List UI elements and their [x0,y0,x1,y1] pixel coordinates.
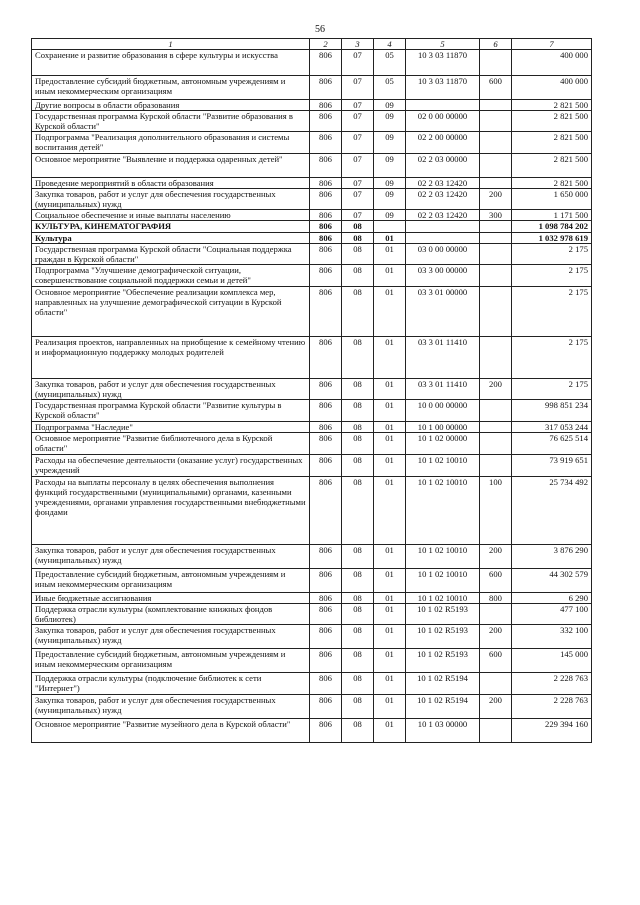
row-code-4: 01 [374,455,406,477]
row-code-4: 01 [374,233,406,244]
row-code-2: 806 [310,604,342,625]
row-name: Основное мероприятие "Развитие музейного дела в Курской области" [32,719,310,743]
table-row [32,76,592,100]
row-name: Закупка товаров, работ и услуг для обеспечения государственных (муниципальных) нужд [32,545,310,569]
row-code-6: 200 [480,695,512,719]
row-code-5: 10 1 02 10010 [406,477,480,545]
row-name: Сохранение и развитие образования в сфере культуры и искусства [32,50,310,76]
table-row [32,719,592,743]
table-row [32,433,592,455]
column-header: 1 [32,39,310,50]
row-code-6: 600 [480,569,512,593]
row-code-5: 10 1 02 10010 [406,593,480,604]
row-amount: 2 175 [512,379,592,400]
table-row [32,593,592,604]
row-name: Расходы на обеспечение деятельности (оказание услуг) государственных учреждений [32,455,310,477]
row-code-5: 10 1 02 10010 [406,545,480,569]
row-code-4: 01 [374,287,406,337]
row-code-6: 300 [480,210,512,221]
row-code-6 [480,455,512,477]
row-amount: 44 302 579 [512,569,592,593]
row-code-5: 10 1 02 R5194 [406,695,480,719]
row-name: Предоставление субсидий бюджетным, автономным учреждениям и иным некоммерческим организациям [32,649,310,673]
row-code-5: 10 3 03 11870 [406,50,480,76]
row-name: Расходы на выплаты персоналу в целях обеспечения выполнения функций государственными (муниципальными) органами, казенными учреждениями, органами управления государственными внебюджетными фондами [32,477,310,545]
table-row [32,233,592,244]
row-code-5: 03 3 01 11410 [406,379,480,400]
row-name: Государственная программа Курской области "Развитие культуры в Курской области" [32,400,310,422]
row-code-5: 03 3 01 11410 [406,337,480,379]
row-code-5: 10 1 02 10010 [406,455,480,477]
row-name: Закупка товаров, работ и услуг для обеспечения государственных (муниципальных) нужд [32,695,310,719]
row-code-3: 07 [342,132,374,154]
row-name: Проведение мероприятий в области образования [32,178,310,189]
row-code-2: 806 [310,719,342,743]
row-code-2: 806 [310,221,342,233]
row-code-4: 09 [374,100,406,111]
row-code-2: 806 [310,233,342,244]
row-name: Культура [32,233,310,244]
table-row [32,477,592,545]
row-amount: 76 625 514 [512,433,592,455]
row-code-3: 08 [342,379,374,400]
row-amount: 1 032 978 619 [512,233,592,244]
row-amount: 3 876 290 [512,545,592,569]
row-code-5: 10 1 00 00000 [406,422,480,433]
row-code-2: 806 [310,649,342,673]
row-code-6 [480,433,512,455]
row-code-6 [480,422,512,433]
row-code-5 [406,221,480,233]
row-code-4: 01 [374,477,406,545]
row-code-6: 600 [480,649,512,673]
row-code-6 [480,287,512,337]
row-code-3: 08 [342,433,374,455]
row-name: Основное мероприятие "Обеспечение реализации комплекса мер, направленных на улучшение демографической ситуации в Курской области" [32,287,310,337]
row-code-4: 01 [374,400,406,422]
row-code-3: 07 [342,189,374,210]
row-code-5: 10 1 02 R5193 [406,604,480,625]
row-amount: 998 851 234 [512,400,592,422]
table-row [32,132,592,154]
table-row [32,649,592,673]
row-amount: 2 175 [512,265,592,287]
row-code-5: 02 0 00 00000 [406,111,480,132]
row-name: Закупка товаров, работ и услуг для обеспечения государственных (муниципальных) нужд [32,625,310,649]
row-name: Подпрограмма "Наследие" [32,422,310,433]
row-code-3: 07 [342,76,374,100]
row-code-2: 806 [310,111,342,132]
table-row [32,625,592,649]
row-name: Социальное обеспечение и иные выплаты населению [32,210,310,221]
table-row [32,178,592,189]
row-code-3: 08 [342,545,374,569]
row-amount: 145 000 [512,649,592,673]
row-code-4: 01 [374,649,406,673]
row-code-3: 08 [342,625,374,649]
row-code-6 [480,221,512,233]
column-header: 2 [310,39,342,50]
row-code-5: 10 1 02 R5194 [406,673,480,695]
row-code-2: 806 [310,287,342,337]
row-code-2: 806 [310,178,342,189]
row-code-4: 01 [374,422,406,433]
column-header: 4 [374,39,406,50]
row-code-5: 10 1 02 00000 [406,433,480,455]
row-code-5: 10 1 02 10010 [406,569,480,593]
row-code-2: 806 [310,569,342,593]
row-code-4: 01 [374,265,406,287]
row-code-5 [406,100,480,111]
row-code-6: 200 [480,545,512,569]
row-code-6 [480,233,512,244]
row-code-4: 01 [374,719,406,743]
row-amount: 2 228 763 [512,673,592,695]
row-code-4: 05 [374,76,406,100]
row-code-2: 806 [310,244,342,265]
row-code-6 [480,337,512,379]
row-name: Государственная программа Курской области "Социальная поддержка граждан в Курской области" [32,244,310,265]
row-code-4: 01 [374,593,406,604]
row-code-2: 806 [310,695,342,719]
row-code-3: 08 [342,244,374,265]
table-row [32,244,592,265]
row-code-6: 600 [480,76,512,100]
row-code-3: 07 [342,50,374,76]
row-name: Закупка товаров, работ и услуг для обеспечения государственных (муниципальных) нужд [32,379,310,400]
row-name: КУЛЬТУРА, КИНЕМАТОГРАФИЯ [32,221,310,233]
row-code-4: 01 [374,604,406,625]
row-name: Поддержка отрасли культуры (подключение библиотек к сети "Интернет") [32,673,310,695]
row-code-4: 01 [374,625,406,649]
row-code-5: 02 2 03 12420 [406,189,480,210]
row-amount: 1 098 784 202 [512,221,592,233]
row-code-5: 03 3 01 00000 [406,287,480,337]
column-header: 3 [342,39,374,50]
table-row [32,455,592,477]
row-code-5: 10 1 02 R5193 [406,649,480,673]
row-code-2: 806 [310,337,342,379]
table-row [32,569,592,593]
row-code-3: 08 [342,455,374,477]
row-code-4: 01 [374,379,406,400]
row-amount: 2 821 500 [512,132,592,154]
table-row [32,604,592,625]
table-row [32,265,592,287]
row-code-4: 09 [374,210,406,221]
row-code-4: 01 [374,569,406,593]
table-row [32,379,592,400]
row-code-4: 01 [374,695,406,719]
row-name: Подпрограмма "Реализация дополнительного образования и системы воспитания детей" [32,132,310,154]
row-code-6 [480,178,512,189]
row-code-2: 806 [310,422,342,433]
row-amount: 400 000 [512,76,592,100]
row-name: Предоставление субсидий бюджетным, автономным учреждениям и иным некоммерческим организациям [32,76,310,100]
row-code-6: 800 [480,593,512,604]
row-code-6 [480,604,512,625]
row-amount: 2 175 [512,244,592,265]
row-code-3: 08 [342,719,374,743]
row-code-4: 05 [374,50,406,76]
column-header: 6 [480,39,512,50]
row-code-4: 01 [374,337,406,379]
row-code-2: 806 [310,593,342,604]
row-code-6 [480,673,512,695]
row-code-2: 806 [310,673,342,695]
table-row [32,111,592,132]
table-row [32,545,592,569]
row-amount: 25 734 492 [512,477,592,545]
row-code-2: 806 [310,100,342,111]
row-code-2: 806 [310,625,342,649]
row-code-5: 02 2 03 00000 [406,154,480,178]
row-code-2: 806 [310,76,342,100]
row-code-4: 09 [374,178,406,189]
row-code-6 [480,50,512,76]
table-row [32,337,592,379]
row-code-4: 09 [374,154,406,178]
row-code-2: 806 [310,154,342,178]
table-row [32,287,592,337]
row-code-5: 03 0 00 00000 [406,244,480,265]
row-code-3: 08 [342,604,374,625]
row-amount: 2 821 500 [512,178,592,189]
table-row [32,695,592,719]
row-name: Реализация проектов, направленных на приобщение к семейному чтению и информационную поддержку молодых родителей [32,337,310,379]
row-code-3: 07 [342,210,374,221]
table-row [32,189,592,210]
row-code-2: 806 [310,189,342,210]
row-code-5: 10 0 00 00000 [406,400,480,422]
row-code-5: 03 3 00 00000 [406,265,480,287]
row-amount: 2 175 [512,337,592,379]
row-code-5 [406,233,480,244]
row-code-6 [480,265,512,287]
header-row [32,39,592,50]
table-row [32,154,592,178]
row-amount: 229 394 160 [512,719,592,743]
row-code-2: 806 [310,132,342,154]
row-code-4: 01 [374,545,406,569]
row-code-3: 07 [342,111,374,132]
table-row [32,400,592,422]
row-code-6: 200 [480,189,512,210]
row-amount: 1 171 500 [512,210,592,221]
row-code-3: 08 [342,695,374,719]
row-amount: 2 821 500 [512,100,592,111]
column-header: 5 [406,39,480,50]
row-code-2: 806 [310,455,342,477]
row-code-4: 01 [374,433,406,455]
row-amount: 477 100 [512,604,592,625]
row-code-4: 09 [374,189,406,210]
row-code-3: 08 [342,400,374,422]
row-code-3: 08 [342,673,374,695]
row-code-6 [480,111,512,132]
row-name: Основное мероприятие "Выявление и поддержка одаренных детей" [32,154,310,178]
table-row [32,50,592,76]
row-code-6 [480,154,512,178]
row-code-2: 806 [310,265,342,287]
row-code-6 [480,400,512,422]
row-code-2: 806 [310,50,342,76]
row-code-6 [480,100,512,111]
row-code-2: 806 [310,433,342,455]
row-code-6 [480,132,512,154]
table-row [32,100,592,111]
row-code-5: 10 1 02 R5193 [406,625,480,649]
row-amount: 6 290 [512,593,592,604]
row-amount: 1 650 000 [512,189,592,210]
row-code-3: 08 [342,422,374,433]
row-code-3: 08 [342,649,374,673]
row-code-6: 100 [480,477,512,545]
row-code-3: 08 [342,287,374,337]
table-row [32,673,592,695]
row-name: Иные бюджетные ассигнования [32,593,310,604]
row-name: Другие вопросы в области образования [32,100,310,111]
row-amount: 2 228 763 [512,695,592,719]
row-amount: 2 821 500 [512,111,592,132]
row-name: Закупка товаров, работ и услуг для обеспечения государственных (муниципальных) нужд [32,189,310,210]
row-name: Основное мероприятие "Развитие библиотечного дела в Курской области" [32,433,310,455]
row-name: Государственная программа Курской области "Развитие образования в Курской области" [32,111,310,132]
row-code-2: 806 [310,210,342,221]
row-code-4: 09 [374,132,406,154]
budget-table [31,38,592,743]
row-code-2: 806 [310,379,342,400]
row-code-3: 08 [342,265,374,287]
row-code-4 [374,221,406,233]
row-code-4: 01 [374,673,406,695]
row-code-2: 806 [310,477,342,545]
row-code-3: 08 [342,569,374,593]
row-code-2: 806 [310,545,342,569]
row-code-3: 08 [342,593,374,604]
row-code-3: 08 [342,477,374,545]
table-row [32,422,592,433]
row-code-3: 08 [342,337,374,379]
row-amount: 2 175 [512,287,592,337]
row-amount: 332 100 [512,625,592,649]
row-code-3: 07 [342,178,374,189]
row-name: Подпрограмма "Улучшение демографической ситуации, совершенствование социальной поддержки семьи и детей" [32,265,310,287]
row-code-4: 01 [374,244,406,265]
row-amount: 317 053 244 [512,422,592,433]
row-code-6 [480,719,512,743]
row-code-3: 08 [342,221,374,233]
table-row [32,221,592,233]
row-name: Поддержка отрасли культуры (комплектование книжных фондов библиотек) [32,604,310,625]
row-code-4: 09 [374,111,406,132]
column-header: 7 [512,39,592,50]
row-code-6: 200 [480,625,512,649]
row-code-5: 02 2 00 00000 [406,132,480,154]
row-amount: 73 919 651 [512,455,592,477]
row-code-6: 200 [480,379,512,400]
row-code-3: 08 [342,233,374,244]
table-row [32,210,592,221]
row-code-5: 10 3 03 11870 [406,76,480,100]
row-code-2: 806 [310,400,342,422]
row-code-3: 07 [342,100,374,111]
row-amount: 2 821 500 [512,154,592,178]
row-code-3: 07 [342,154,374,178]
row-code-6 [480,244,512,265]
row-code-5: 02 2 03 12420 [406,178,480,189]
row-code-5: 10 1 03 00000 [406,719,480,743]
row-name: Предоставление субсидий бюджетным, автономным учреждениям и иным некоммерческим организациям [32,569,310,593]
row-amount: 400 000 [512,50,592,76]
row-code-5: 02 2 03 12420 [406,210,480,221]
page-number: 56 [315,24,325,35]
